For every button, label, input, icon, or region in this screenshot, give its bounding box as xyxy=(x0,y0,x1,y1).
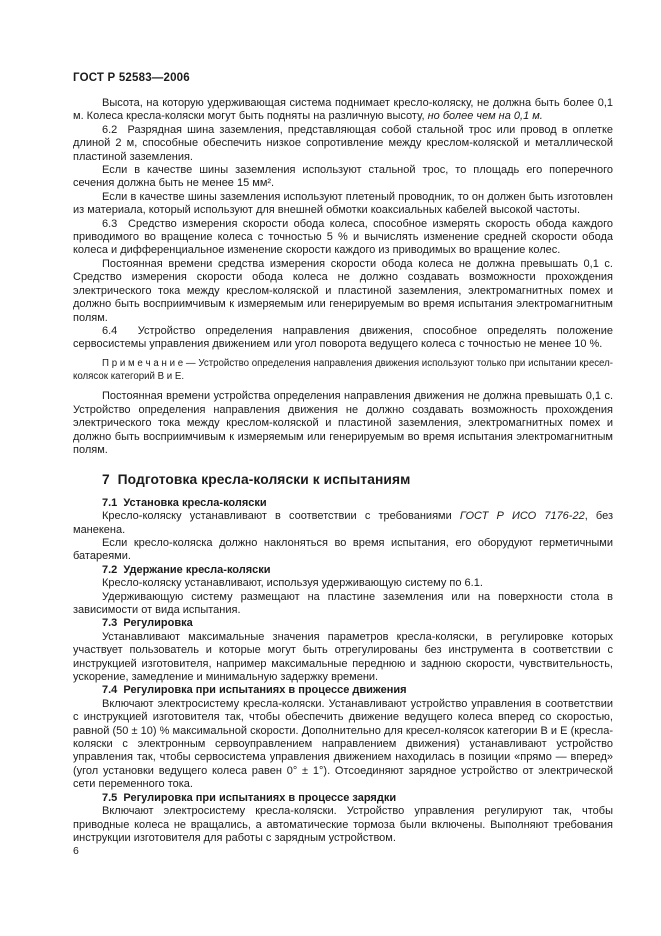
text-run: 6.4 Устройство определения направления движения, способное определять положение сервосистемы управления движением или угол поворота ведущего колеса с точностью не менее 10 %. xyxy=(73,324,613,351)
text-run: Высота, на которую удерживающая система поднимает кресло-коляску, не должна быть более 0,1 м. Колеса кресла-коляски могут быть подняты на различную высоту, xyxy=(73,97,613,123)
text-run: 7.2 Удержание кресла-коляски xyxy=(102,563,271,576)
text-run: Удерживающую систему размещают на пластине заземления или на поверхности стола в зависимости от вида испытания. xyxy=(73,590,613,616)
paragraph xyxy=(73,191,613,218)
document-content xyxy=(73,97,613,845)
paragraph xyxy=(73,577,613,590)
paragraph xyxy=(73,591,613,618)
paragraph xyxy=(73,218,613,258)
text-run: Если в качестве шины заземления используют плетеный проводник, то он должен быть изготовлен из материала, который используют для внешней обмотки коаксиальных кабелей высокой частоты. xyxy=(73,190,613,217)
subsection-heading xyxy=(73,792,613,805)
text-run: 7.5 Регулировка при испытаниях в процессе зарядки xyxy=(102,791,397,804)
text-run: Устанавливают максимальные значения параметров кресла-коляски, в регулировке которых участвует пользователь и которые могут быть отрегулированы без инструмента в соответствии с инструкцией изготовителя, например максимальные переднюю и заднюю скорости, чувствительность, ускорение, замедление и минимальную задержку времени. xyxy=(73,630,613,684)
text-run: Если в качестве шины заземления используют стальной трос, то площадь его поперечного сечения должна быть не менее 15 мм². xyxy=(73,164,613,190)
text-run: 7.4 Регулировка при испытаниях в процессе движения xyxy=(102,684,407,697)
paragraph xyxy=(73,698,613,792)
paragraph xyxy=(73,258,613,325)
subsection-heading xyxy=(73,684,613,697)
text-run: 6.2 Разрядная шина заземления, представляющая собой стальной трос или провод в оплетке длиной 2 м, способные обеспечить низкое сопротивление между креслом-коляской и металлической пластиной заземления. xyxy=(73,123,613,163)
paragraph xyxy=(73,510,613,537)
text-run: Кресло-коляску устанавливают, используя удерживающую систему по 6.1. xyxy=(102,577,483,590)
page-number: 6 xyxy=(73,845,79,857)
subsection-heading xyxy=(73,497,613,510)
paragraph xyxy=(73,805,613,845)
text-run: П р и м е ч а н и е — Устройство определения направления движения используют только при испытании кресел-колясок категорий В и Е. xyxy=(73,357,613,382)
text-run: , без манекена. xyxy=(73,510,613,536)
paragraph xyxy=(73,537,613,564)
italic-text: но более чем на 0,1 м. xyxy=(427,110,543,123)
text-run: Включают электросистему кресла-коляски. Устанавливают устройство управления в соответствии с инструкцией изготовителя так, чтобы обеспечить движение ведущего колеса вперед со скоростью, равной (50 ± 10) % максимальной скорости. Дополнительно для кресел-колясок категории В и Е (кресла-коляски с электронным сервоуправлением направлением движения) устанавливают устройство управления так, чтобы сервосистема управления движением находилась в позиции «прямо — вперед» (угол установки ведущего колеса равен 0° ± 1°). Отсоединяют зарядное устройство от электрической сети переменного тока. xyxy=(73,697,613,791)
text-run: Постоянная времени устройства определения направления движения не должна превышать 0,1 с. Устройство определения направления движения не должно создавать возможность прохождения электрического тока между креслом-коляской и пластиной заземления, электромагнитных помех и должно быть восприимчивым к измеряемым или генерируемым во время испытания электромагнитным полям. xyxy=(73,390,613,456)
text-run: Включают электросистему кресла-коляски. Устройство управления регулируют так, чтобы приводные колеса не вращались, а автоматические тормоза были включены. Выполняют требования инструкции изготовителя для работы с зарядным устройством. xyxy=(73,805,613,844)
subsection-heading xyxy=(73,564,613,577)
paragraph xyxy=(73,325,613,352)
text-run: 7.1 Установка кресла-коляски xyxy=(102,496,267,509)
paragraph xyxy=(73,97,613,124)
text-run: Кресло-коляску устанавливают в соответствии с требованиями xyxy=(102,510,460,523)
paragraph xyxy=(73,390,613,457)
paragraph xyxy=(73,631,613,685)
italic-text: ГОСТ Р ИСО 7176-22 xyxy=(459,510,585,523)
text-run: 7 Подготовка кресла-коляски к испытаниям xyxy=(102,472,411,488)
note xyxy=(73,358,613,384)
running-header: ГОСТ Р 52583—2006 xyxy=(73,72,190,84)
section-heading xyxy=(73,473,613,486)
subsection-heading xyxy=(73,617,613,630)
text-run: Если кресло-коляска должно наклоняться во время испытания, его оборудуют герметичными батареями. xyxy=(73,536,613,563)
text-run: 6.3 Средство измерения скорости обода колеса, способное измерять скорость обода каждого приводимого во вращение колеса с точностью 5 % и вычислять изменение средней скорости обода колеса и дифференциальное изменение скорости каждого из приводимых во вращение колес. xyxy=(73,217,613,257)
text-run: 7.3 Регулировка xyxy=(102,617,193,630)
text-run: Постоянная времени средства измерения скорости обода колеса не должна превышать 0,1 с. Средство измерения скорости обода колеса не должно создавать возможности прохождения электрического тока между креслом-коляской и пластиной заземления, электромагнитных помех и должно быть восприимчивым к измеряемым или генерируемым во время испытания электромагнитным полям. xyxy=(73,257,613,324)
paragraph xyxy=(73,164,613,191)
paragraph xyxy=(73,124,613,164)
